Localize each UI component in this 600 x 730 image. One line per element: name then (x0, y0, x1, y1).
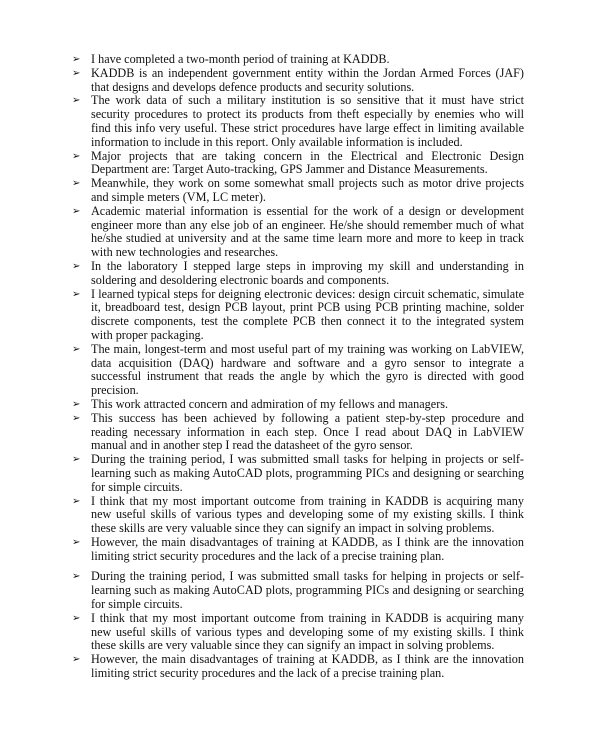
list-item-text: Meanwhile, they work on some somewhat small projects such as motor drive projects and simple meters (VM, LC meter). (91, 176, 524, 204)
list-item (72, 53, 524, 67)
training-summary-list (72, 53, 524, 681)
arrow-bullet-icon: ➢ (72, 288, 81, 300)
list-item-text: I learned typical steps for deigning electronic devices: design circuit schematic, simulate it, breadboard test, design PCB layout, print PCB using PCB printing machine, solder discrete components, test the complete PCB then connect it to the integrated system with proper packaging. (91, 286, 524, 342)
arrow-bullet-icon: ➢ (72, 398, 81, 410)
list-item-text: During the training period, I was submitted small tasks for helping in projects or self-learning such as making AutoCAD plots, programming PICs and designing or searching for simple circuits. (91, 569, 524, 612)
arrow-bullet-icon: ➢ (72, 150, 81, 162)
arrow-bullet-icon: ➢ (72, 654, 81, 666)
list-item-text: However, the main disadvantages of training at KADDB, as I think are the innovation limiting strict security procedures and the lack of a precise training plan. (91, 652, 524, 681)
arrow-bullet-icon: ➢ (72, 67, 81, 79)
arrow-bullet-icon: ➢ (72, 343, 81, 355)
list-item-text: During the training period, I was submitted small tasks for helping in projects or self-learning such as making AutoCAD plots, programming PICs and designing or searching for simple circuits. (91, 452, 524, 494)
list-item-text: I have completed a two-month period of training at KADDB. (91, 52, 390, 66)
list-item-text: KADDB is an independent government entity within the Jordan Armed Forces (JAF) that designs and develops defence products and security solutions. (91, 65, 524, 94)
list-item (72, 653, 524, 681)
list-item (72, 495, 524, 536)
list-item (72, 177, 524, 205)
list-item (72, 398, 524, 412)
arrow-bullet-icon: ➢ (72, 205, 81, 217)
list-item (72, 453, 524, 494)
list-item (72, 94, 524, 149)
arrow-bullet-icon: ➢ (72, 571, 81, 583)
list-item (72, 536, 524, 564)
arrow-bullet-icon: ➢ (72, 260, 81, 272)
list-item (72, 570, 524, 611)
list-item-text: I think that my most important outcome from training in KADDB is acquiring many new useful skills of various types and developing some of my existing skills. I think these skills are very valuable since they can signify an impact in solving problems. (91, 610, 524, 653)
arrow-bullet-icon: ➢ (72, 178, 81, 190)
list-item-text: I think that my most important outcome from training in KADDB is acquiring many new useful skills of various types and developing some of my existing skills. I think these skills are very valuable since they can signify an impact in solving problems. (91, 493, 524, 536)
list-item-text: However, the main disadvantages of training at KADDB, as I think are the innovation limiting strict security procedures and the lack of a precise training plan. (91, 534, 524, 563)
list-item (72, 412, 524, 453)
list-item (72, 67, 524, 95)
list-item-text: The main, longest-term and most useful part of my training was working on LabVIEW, data acquisition (DAQ) hardware and software and a gyro sensor to integrate a successful instrument that reads the angle by which the gyro is directed with good precision. (91, 341, 524, 398)
list-item (72, 260, 524, 288)
list-item (72, 205, 524, 260)
list-item-text: In the laboratory I stepped large steps in improving my skill and understanding in soldering and desoldering electronic boards and components. (91, 258, 524, 287)
list-item (72, 612, 524, 653)
arrow-bullet-icon: ➢ (72, 412, 81, 424)
arrow-bullet-icon: ➢ (72, 612, 81, 624)
list-item (72, 288, 524, 343)
list-item (72, 343, 524, 398)
arrow-bullet-icon: ➢ (72, 54, 81, 65)
list-item-text: The work data of such a military institution is so sensitive that it must have strict security procedures to protect its products from theft especially by enemies who will find this info very useful. These strict procedures have large effect in limiting available information to include in this report. Only available information is included. (91, 93, 524, 149)
arrow-bullet-icon: ➢ (72, 95, 81, 107)
list-item-text: This success has been achieved by following a patient step-by-step procedure and reading necessary information in each step. Once I read about DAQ in LabVIEW manual and in another step I read the datasheet of the gyro sensor. (91, 410, 524, 453)
list-item-text: This work attracted concern and admiration of my fellows and managers. (91, 396, 449, 411)
arrow-bullet-icon: ➢ (72, 495, 81, 507)
arrow-bullet-icon: ➢ (72, 454, 81, 466)
list-item-text: Academic material information is essential for the work of a design or development engineer more than any else job of an engineer. He/she should remember much of what he/she studied at university and at the same time learn more and more to keep in track with new technologies and researches. (91, 203, 524, 260)
arrow-bullet-icon: ➢ (72, 536, 81, 548)
list-item-text: Major projects that are taking concern in the Electrical and Electronic Design Department are: Target Auto-tracking, GPS Jammer and Distance Measurements. (91, 148, 524, 177)
list-item (72, 150, 524, 178)
